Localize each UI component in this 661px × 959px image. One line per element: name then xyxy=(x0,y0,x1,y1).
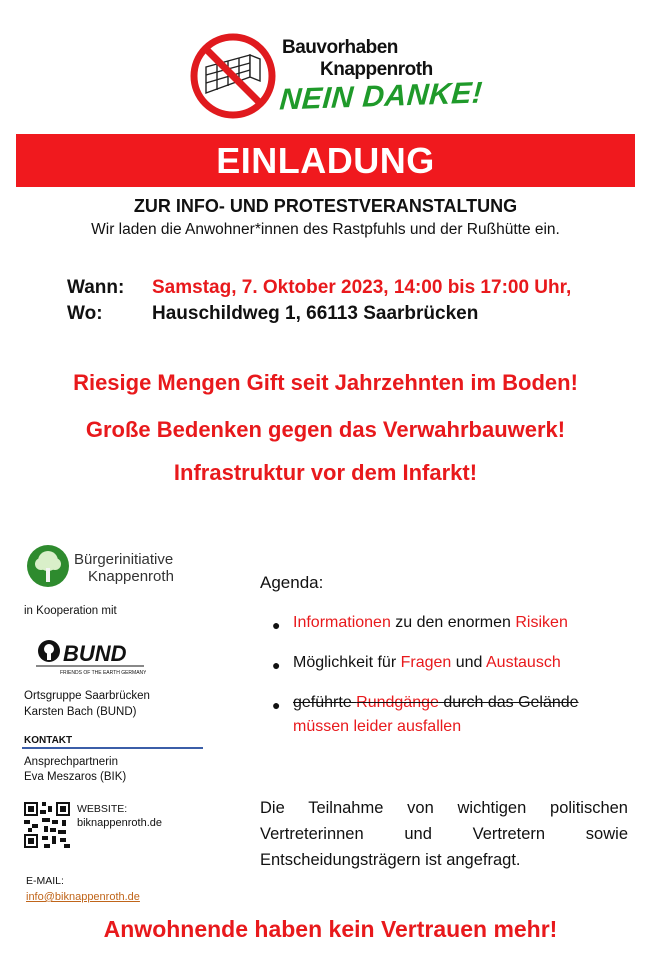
cooperation-label: in Kooperation mit xyxy=(24,605,117,617)
agenda-item-3-cancelled: geführte Rundgänge durch das Gelände xyxy=(293,694,579,711)
agenda-item-1: Informationen zu den enormen Risiken xyxy=(293,614,568,631)
bund-logo-subtext: FRIENDS OF THE EARTH GERMANY xyxy=(60,670,146,676)
where-label: Wo: xyxy=(67,303,103,324)
headline-1: Riesige Mengen Gift seit Jahrzehnten im Boden! xyxy=(73,370,578,395)
bullet-icon: ● xyxy=(272,657,281,673)
bullet-icon: ● xyxy=(272,617,281,633)
contact-person-label: Ansprechpartnerin xyxy=(24,756,118,768)
headline-3: Infrastruktur vor dem Infarkt! xyxy=(173,460,478,485)
participation-note: Die Teilnahme von wichtigen politischen Vertreterinnen und Vertretern sowie Entscheidungsträgern ist angefragt. xyxy=(260,799,628,869)
footer-slogan: Anwohnende haben kein Vertrauen mehr! xyxy=(103,916,558,942)
contact-divider xyxy=(22,747,203,749)
logo-title-line1: Bauvorhaben xyxy=(282,37,398,58)
ortsgruppe-line1: Ortsgruppe Saarbrücken xyxy=(24,690,150,702)
when-label: Wann: xyxy=(67,277,125,298)
agenda-item-2: Möglichkeit für Fragen und Austausch xyxy=(293,654,561,671)
headline-2: Große Bedenken gegen das Verwahrbauwerk! xyxy=(85,417,566,442)
ortsgruppe-line2: Karsten Bach (BUND) xyxy=(24,706,137,718)
qr-code-icon xyxy=(24,802,70,848)
contact-heading: KONTAKT xyxy=(24,735,73,746)
logo-slogan: NEIN DANKE! xyxy=(278,76,484,117)
website-link[interactable]: biknappenroth.de xyxy=(77,817,163,829)
bi-logo-name-line2: Knappenroth xyxy=(88,568,174,585)
page-title: EINLADUNG xyxy=(216,140,435,181)
contact-person-name: Eva Meszaros (BIK) xyxy=(24,771,127,783)
agenda-item-3-note: müssen leider ausfallen xyxy=(293,718,462,735)
bund-logo-text: BUND xyxy=(63,641,127,666)
bi-logo-name-line1: Bürgerinitiative xyxy=(74,551,174,568)
when-value: Samstag, 7. Oktober 2023, 14:00 bis 17:00 Uhr, xyxy=(152,277,572,298)
website-label: WEBSITE: xyxy=(77,803,128,815)
tree-logo-icon xyxy=(26,544,70,588)
email-label: E-MAIL: xyxy=(26,875,64,887)
logo-title-line2: Knappenroth xyxy=(320,59,433,80)
intro-text: Wir laden die Anwohner*innen des Rastpfuhls und der Rußhütte ein. xyxy=(91,221,560,238)
where-value: Hauschildweg 1, 66113 Saarbrücken xyxy=(152,303,479,324)
bullet-icon: ● xyxy=(272,697,281,713)
agenda-heading: Agenda: xyxy=(260,573,324,592)
subtitle: ZUR INFO- UND PROTESTVERANSTALTUNG xyxy=(133,196,518,216)
no-building-sign-icon xyxy=(190,33,276,119)
bund-logo xyxy=(36,637,146,677)
email-link[interactable]: info@biknappenroth.de xyxy=(26,891,140,903)
